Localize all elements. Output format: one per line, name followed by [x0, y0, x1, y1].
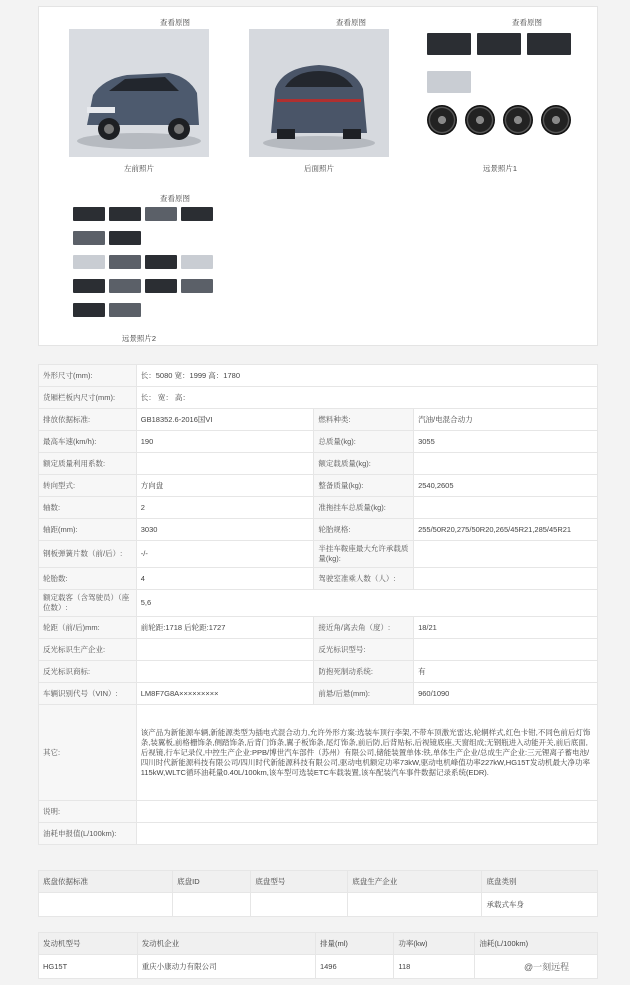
spec-label: 油耗申报值(L/100km):: [39, 823, 137, 845]
spec-value: 长：5080 宽：1999 高：1780: [136, 365, 597, 387]
spec-label: 反光标识型号:: [314, 639, 414, 661]
table-cell: 承载式车身: [482, 893, 598, 917]
spec-value: 18/21: [414, 617, 598, 639]
spec-value: [136, 639, 314, 661]
spec-value: [414, 568, 598, 590]
engine-header: 发动机企业: [137, 933, 315, 955]
chassis-header: 底盘依据标准: [39, 871, 173, 893]
table-cell: 重庆小康动力有限公司: [137, 955, 315, 979]
rear-caption: 后面照片: [304, 164, 334, 173]
detail-photos-1[interactable]: [427, 33, 573, 161]
spec-label: 其它:: [39, 705, 137, 801]
suv-rear-image: [249, 29, 389, 157]
spec-row: [39, 617, 598, 639]
spec-table: [38, 364, 598, 845]
spec-row: [39, 823, 598, 845]
watermark-text: @一刻远程: [524, 962, 570, 972]
spec-label: 钢板弹簧片数（前/后）:: [39, 541, 137, 568]
spec-row: [39, 497, 598, 519]
spec-label: 总质量(kg):: [314, 431, 414, 453]
spec-value: [136, 453, 314, 475]
image-gallery: [38, 6, 598, 346]
spec-label: 轴数:: [39, 497, 137, 519]
spec-label: 额定质量利用系数:: [39, 453, 137, 475]
spec-value: 960/1090: [414, 683, 598, 705]
spec-label: 轮胎规格:: [314, 519, 414, 541]
table-cell: HG15T: [39, 955, 138, 979]
spec-value: [136, 661, 314, 683]
spec-row: [39, 639, 598, 661]
engine-header: 油耗(L/100km): [475, 933, 598, 955]
spec-row: [39, 541, 598, 568]
detail-caption-2: 远景照片2: [121, 334, 157, 343]
table-cell: [251, 893, 348, 917]
table-cell: [173, 893, 251, 917]
rear-photo[interactable]: [249, 29, 389, 157]
spec-row: [39, 519, 598, 541]
spec-label: 防抱死制动系统:: [314, 661, 414, 683]
spec-value: 255/50R20,275/50R20,265/45R21,285/45R21: [414, 519, 598, 541]
spec-row: [39, 705, 598, 801]
spec-label: 燃料种类:: [314, 409, 414, 431]
spec-value: [136, 801, 597, 823]
spec-label: 说明:: [39, 801, 137, 823]
front-left-caption: 左前照片: [124, 164, 154, 173]
spec-value: [414, 497, 598, 519]
chassis-header: 底盘生产企业: [348, 871, 482, 893]
view-original-link-4[interactable]: 查看原图: [160, 194, 190, 203]
spec-label: 轮胎数:: [39, 568, 137, 590]
spec-label: 最高车速(km/h):: [39, 431, 137, 453]
spec-row: [39, 365, 598, 387]
spec-value: [414, 453, 598, 475]
front-left-photo[interactable]: [69, 29, 209, 157]
spec-value: 5,6: [136, 590, 597, 617]
spec-label: 驾驶室准乘人数（人）:: [314, 568, 414, 590]
spec-label: 反光标识生产企业:: [39, 639, 137, 661]
spec-row: [39, 431, 598, 453]
spec-value: LM8F7G8A×××××××××: [136, 683, 314, 705]
spec-value: 2: [136, 497, 314, 519]
spec-label: 货厢栏板内尺寸(mm):: [39, 387, 137, 409]
spec-label: 轮距（前/后)mm:: [39, 617, 137, 639]
spec-label: 轴距(mm):: [39, 519, 137, 541]
spec-value: 有: [414, 661, 598, 683]
spec-value: [414, 541, 598, 568]
engine-header: 排量(ml): [315, 933, 393, 955]
spec-label: 反光标识商标:: [39, 661, 137, 683]
view-original-link-1[interactable]: 查看原图: [160, 18, 190, 27]
spec-label: 整备质量(kg):: [314, 475, 414, 497]
engine-header: 发动机型号: [39, 933, 138, 955]
spec-label: 半挂车鞍座最大允许承载质量(kg):: [314, 541, 414, 568]
engine-table: [38, 932, 598, 979]
spec-label: 接近角/离去角（度）:: [314, 617, 414, 639]
view-original-link-3[interactable]: 查看原图: [512, 18, 542, 27]
spec-value: 长： 宽： 高：: [136, 387, 597, 409]
spec-value: 2540,2605: [414, 475, 598, 497]
spec-row: [39, 801, 598, 823]
table-cell: 1496: [315, 955, 393, 979]
spec-label: 额定载质量(kg):: [314, 453, 414, 475]
spec-value: 3055: [414, 431, 598, 453]
spec-row: [39, 387, 598, 409]
spec-value: 4: [136, 568, 314, 590]
view-original-link-2[interactable]: 查看原图: [336, 18, 366, 27]
table-cell: [348, 893, 482, 917]
spec-value: 该产品为新能源车辆,新能源类型为插电式混合动力,允许外形方案:选装车顶行李架,不带车顶激光雷达,轮辋样式,红色卡钳,不同色前后灯饰条,装翼板,前格栅饰条,侧踏饰条,后背门饰条,翼子板饰条,尾灯饰条,前后防,后背贴标,后视镜底座,天窗组成;无钢瓶进入动能开关,前后底面,后视镜,行车记录仪,中控生产企业:PPB/博世汽车部件（苏州）有限公司,储能装置单体:铁,单体生产企业/总成生产企业:三元锂离子蓄电池/四川时代新能源科技有限公司/四川时代新能源科技有限公司,驱动电机额定功率73kW,驱动电机峰值功率227kW,HG15T发动机最大净功率115kW,WLTC循环油耗量0.40L/100km,该车型可选装ETC车载装置,该车配装汽车事件数据记录系统(EDR).: [136, 705, 597, 801]
spec-label: 排放依据标准:: [39, 409, 137, 431]
spec-value: 前轮距:1718 后轮距:1727: [136, 617, 314, 639]
chassis-header: 底盘类别: [482, 871, 598, 893]
spec-row: [39, 453, 598, 475]
detail-photos-2[interactable]: [73, 207, 213, 325]
table-cell: 118: [394, 955, 475, 979]
spec-value: 190: [136, 431, 314, 453]
spec-value: 汽油/电混合动力: [414, 409, 598, 431]
spec-label: 车辆识别代号（VIN）:: [39, 683, 137, 705]
chassis-header-row: [39, 871, 598, 893]
spec-value: [136, 823, 597, 845]
engine-header-row: [39, 933, 598, 955]
spec-value: GB18352.6-2016国VI: [136, 409, 314, 431]
table-cell: [39, 893, 173, 917]
chassis-header: 底盘型号: [251, 871, 348, 893]
suv-front-left-image: [69, 29, 209, 157]
spec-label: 前悬/后悬(mm):: [314, 683, 414, 705]
spec-value: 方向盘: [136, 475, 314, 497]
spec-row: [39, 683, 598, 705]
chassis-header: 底盘ID: [173, 871, 251, 893]
spec-row: [39, 409, 598, 431]
spec-value: [414, 639, 598, 661]
spec-label: 额定载客（含驾驶员）（座位数）:: [39, 590, 137, 617]
spec-row: [39, 568, 598, 590]
chassis-table: [38, 870, 598, 917]
spec-value: 3030: [136, 519, 314, 541]
detail-caption-1: 远景照片1: [482, 164, 518, 173]
spec-row: [39, 661, 598, 683]
spec-label: 转向型式:: [39, 475, 137, 497]
spec-row: [39, 590, 598, 617]
spec-label: 外形尺寸(mm):: [39, 365, 137, 387]
engine-header: 功率(kw): [394, 933, 475, 955]
spec-value: -/-: [136, 541, 314, 568]
table-row: [39, 955, 598, 979]
table-row: [39, 893, 598, 917]
spec-row: [39, 475, 598, 497]
spec-label: 准拖挂车总质量(kg):: [314, 497, 414, 519]
